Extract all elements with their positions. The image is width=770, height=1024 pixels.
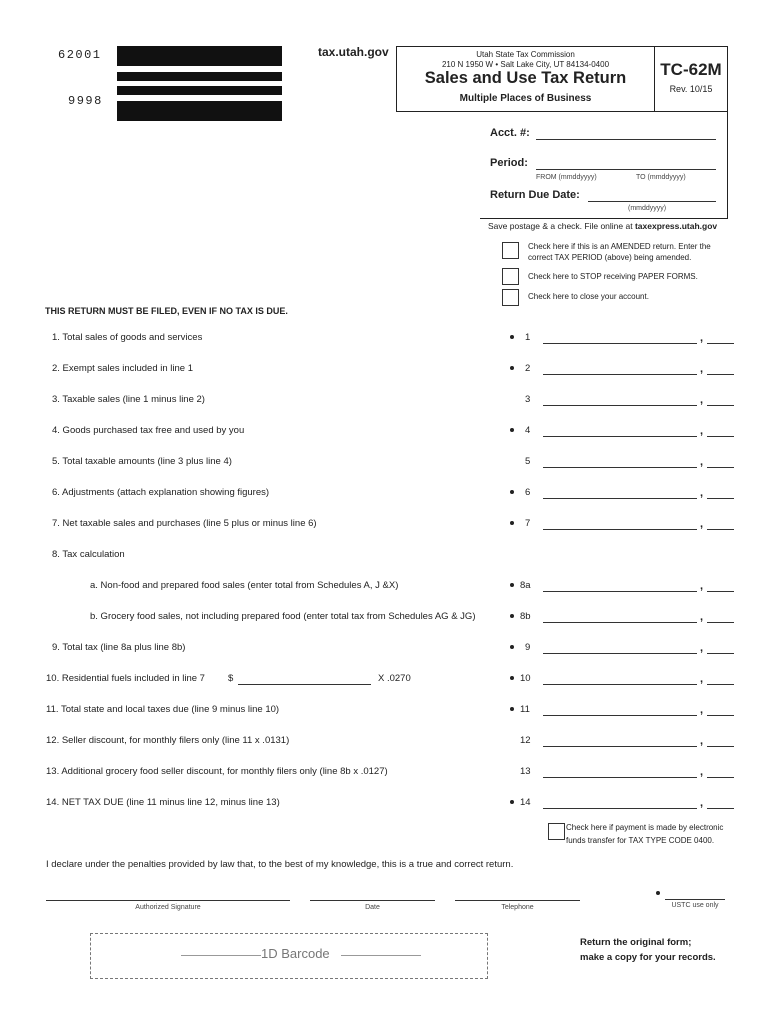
required-bullet	[510, 583, 514, 587]
redaction-bar	[117, 46, 282, 66]
line-10-multiplier: X .0270	[378, 673, 411, 684]
line-label: 12. Seller discount, for monthly filers only (line 11 x .0131)	[46, 735, 290, 746]
line-14-cents[interactable]	[707, 808, 734, 809]
website: tax.utah.gov	[318, 45, 389, 59]
amended-checkbox[interactable]	[502, 242, 519, 259]
required-bullet	[510, 800, 514, 804]
line-6-dollars[interactable]	[543, 498, 697, 499]
line-8a-dollars[interactable]	[543, 591, 697, 592]
line-label: a. Non-food and prepared food sales (enter total from Schedules A, J &X)	[90, 580, 399, 591]
barcode-rule	[341, 955, 421, 956]
form-subtitle: Multiple Places of Business	[459, 93, 592, 104]
line-label: 14. NET TAX DUE (line 11 minus line 12, minus line 13)	[46, 797, 280, 808]
line-12-dollars[interactable]	[543, 746, 697, 747]
line-2-cents[interactable]	[707, 374, 734, 375]
line-2-dollars[interactable]	[543, 374, 697, 375]
required-bullet	[510, 676, 514, 680]
redaction-bar	[117, 101, 282, 121]
ustc-label: USTC use only	[671, 902, 719, 909]
form-revision: Rev. 10/15	[669, 84, 713, 94]
line-9-dollars[interactable]	[543, 653, 697, 654]
line-6-cents[interactable]	[707, 498, 734, 499]
efile-text: Save postage & a check. File online at	[488, 221, 635, 231]
due-date-hint: (mmddyyyy)	[628, 205, 667, 212]
period-field[interactable]	[536, 169, 716, 170]
line-5-cents[interactable]	[707, 467, 734, 468]
telephone-field[interactable]	[455, 900, 580, 901]
line-13-cents[interactable]	[707, 777, 734, 778]
required-bullet	[510, 645, 514, 649]
line-5-dollars[interactable]	[543, 467, 697, 468]
required-bullet	[510, 707, 514, 711]
return-note-line2: make a copy for your records.	[580, 952, 716, 963]
line-label: 6. Adjustments (attach explanation showing figures)	[52, 487, 270, 498]
redaction-bar	[117, 72, 282, 81]
must-file-notice: THIS RETURN MUST BE FILED, EVEN IF NO TAX IS DUE.	[45, 306, 288, 316]
telephone-label: Telephone	[501, 904, 534, 911]
period-to-hint: TO (mmddyyyy)	[636, 174, 686, 181]
signature-label: Authorized Signature	[135, 904, 201, 911]
line-number: 5	[525, 456, 531, 467]
line-label: 9. Total tax (line 8a plus line 8b)	[52, 642, 186, 653]
line-number: 3	[525, 394, 531, 405]
agency-address: 210 N 1950 W • Salt Lake City, UT 84134-0400	[441, 60, 610, 69]
line-11-dollars[interactable]	[543, 715, 697, 716]
line-number: 14	[520, 797, 531, 808]
line-label: 3. Taxable sales (line 1 minus line 2)	[52, 394, 205, 405]
line-14-dollars[interactable]	[543, 808, 697, 809]
period-label: Period:	[490, 157, 528, 169]
date-field[interactable]	[310, 900, 435, 901]
form-id: TC-62M	[660, 60, 722, 79]
required-bullet	[510, 614, 514, 618]
line-number: 2	[525, 363, 531, 374]
required-bullet	[510, 366, 514, 370]
required-bullet	[510, 335, 514, 339]
line-number: 4	[525, 425, 531, 436]
form-code-top: 62001	[58, 48, 102, 62]
line-number: 8b	[520, 611, 531, 622]
line-label: 11. Total state and local taxes due (line 9 minus line 10)	[46, 704, 280, 715]
line-number: 10	[520, 673, 531, 684]
acct-field[interactable]	[536, 139, 716, 140]
line-number: 12	[520, 735, 531, 746]
required-bullet	[510, 521, 514, 525]
declaration: I declare under the penalties provided by law that, to the best of my knowledge, this is a true and correct return.	[46, 859, 514, 870]
required-bullet	[656, 891, 660, 895]
line-8b-dollars[interactable]	[543, 622, 697, 623]
required-bullet	[510, 428, 514, 432]
form-code-bottom: 9998	[68, 94, 103, 108]
due-date-label: Return Due Date:	[490, 189, 580, 201]
line-label: 10. Residential fuels included in line 7	[46, 673, 205, 684]
barcode-area	[90, 933, 488, 979]
line-1-cents[interactable]	[707, 343, 734, 344]
signature-field[interactable]	[46, 900, 290, 901]
eft-checkbox[interactable]	[548, 823, 565, 840]
line-number: 11	[520, 704, 530, 715]
line-number: 7	[525, 518, 531, 529]
line-8b-cents[interactable]	[707, 622, 734, 623]
line-8a-cents[interactable]	[707, 591, 734, 592]
amended-label: Check here if this is an AMENDED return. Enter the correct TAX PERIOD (above) being amended.	[528, 242, 711, 262]
form-title: Sales and Use Tax Return	[424, 69, 627, 87]
line-7-dollars[interactable]	[543, 529, 697, 530]
line-label: 1. Total sales of goods and services	[52, 332, 203, 343]
line-label: b. Grocery food sales, not including prepared food (enter total tax from Schedules AG & JG)	[90, 611, 476, 622]
line-3-dollars[interactable]	[543, 405, 697, 406]
line-3-cents[interactable]	[707, 405, 734, 406]
close-account-checkbox[interactable]	[502, 289, 519, 306]
stop-paper-checkbox[interactable]	[502, 268, 519, 285]
line-number: 6	[525, 487, 531, 498]
line-10-cents[interactable]	[707, 684, 734, 685]
header-box	[396, 46, 728, 112]
due-date-field[interactable]	[588, 201, 716, 202]
line-4-cents[interactable]	[707, 436, 734, 437]
line-label: 7. Net taxable sales and purchases (line 5 plus or minus line 6)	[52, 518, 317, 529]
line-13-dollars[interactable]	[543, 777, 697, 778]
line-label: 4. Goods purchased tax free and used by you	[52, 425, 245, 436]
period-from-hint: FROM (mmddyyyy)	[536, 174, 597, 181]
line-1-dollars[interactable]	[543, 343, 697, 344]
ustc-field	[665, 899, 725, 900]
return-note-line1: Return the original form;	[580, 937, 692, 948]
redaction-bar	[117, 86, 282, 95]
line-number: 8a	[520, 580, 531, 591]
line-label: 8. Tax calculation	[52, 549, 125, 560]
barcode-rule	[181, 955, 261, 956]
dollar-sign: $	[228, 673, 234, 684]
line-label: 13. Additional grocery food seller discount, for monthly filers only (line 8b x .0127)	[46, 766, 388, 777]
line-10-fuels-input[interactable]	[238, 684, 371, 685]
line-12-cents[interactable]	[707, 746, 734, 747]
barcode-label: 1D Barcode	[261, 946, 330, 961]
line-label: 2. Exempt sales included in line 1	[52, 363, 193, 374]
line-9-cents[interactable]	[707, 653, 734, 654]
efile-link[interactable]: taxexpress.utah.gov	[634, 221, 718, 231]
line-10-dollars[interactable]	[543, 684, 697, 685]
date-label: Date	[365, 904, 380, 911]
close-account-label: Check here to close your account.	[528, 292, 649, 301]
line-4-dollars[interactable]	[543, 436, 697, 437]
line-number: 1	[525, 332, 531, 343]
line-label: 5. Total taxable amounts (line 3 plus line 4)	[52, 456, 232, 467]
eft-label: Check here if payment is made by electronic funds transfer for TAX TYPE CODE 0400.	[566, 823, 724, 845]
acct-label: Acct. #:	[490, 127, 530, 139]
required-bullet	[510, 490, 514, 494]
stop-paper-label: Check here to STOP receiving PAPER FORMS.	[528, 272, 698, 281]
line-7-cents[interactable]	[707, 529, 734, 530]
line-number: 13	[520, 766, 531, 777]
line-11-cents[interactable]	[707, 715, 734, 716]
agency-name: Utah State Tax Commission	[476, 50, 575, 59]
line-number: 9	[525, 642, 531, 653]
